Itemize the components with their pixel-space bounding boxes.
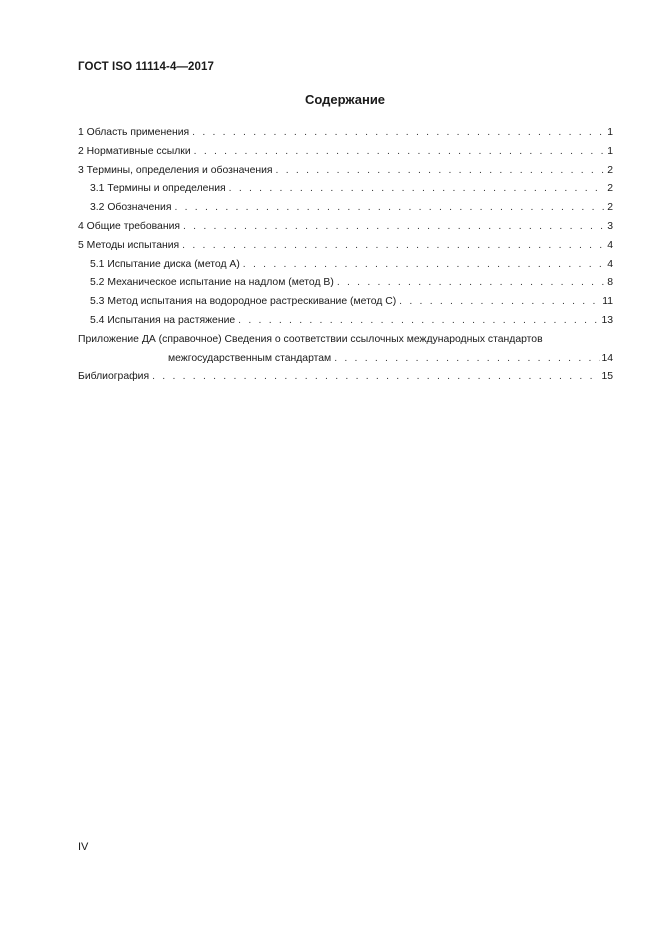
toc-entry-label: 4 Общие требования [78, 220, 180, 232]
toc-leader-dots [152, 368, 600, 387]
toc-subentry[interactable] [78, 180, 613, 199]
toc-entry-label: 5 Методы испытания [78, 239, 180, 251]
toc-entry-label: Библиография [78, 371, 150, 383]
toc-leader-dots [194, 143, 607, 162]
toc-entry[interactable] [78, 162, 613, 181]
toc-entry-page: 1 [607, 127, 613, 138]
toc-subentry[interactable] [78, 312, 613, 331]
toc-entry-page: 1 [607, 145, 613, 157]
toc-leader-dots [229, 180, 607, 199]
toc-subentry[interactable] [78, 274, 613, 293]
toc-leader-dots [183, 218, 606, 237]
toc-entry-label: 3.2 Обозначения [90, 202, 172, 214]
page-title: Содержание [304, 92, 386, 107]
toc-entry-label: 5.4 Испытания на растяжение [90, 314, 236, 326]
toc-entry-page: 2 [607, 202, 613, 214]
standard-header: ГОСТ ISO 11114-4—2017 [78, 61, 215, 73]
page-number: IV [78, 841, 89, 853]
toc-entry-page: 15 [601, 371, 613, 383]
toc-leader-dots [192, 124, 606, 143]
toc-leader-dots [399, 293, 601, 312]
toc-entry-page: 4 [607, 258, 613, 270]
toc-leader-dots [182, 237, 606, 256]
toc-entry-label: межгосударственным стандартам [168, 352, 332, 364]
appendix-title-line: Приложение ДА (справочное) Сведения о соответствии ссылочных международных стандартов [78, 333, 543, 345]
toc-entry-page: 3 [607, 220, 613, 232]
toc-leader-dots [238, 312, 600, 331]
toc-entry-page: 4 [607, 239, 613, 251]
toc-entry-label: 5.2 Механическое испытание на надлом (метод В) [90, 277, 334, 289]
toc-entry-label: 5.3 Метод испытания на водородное растрескивание (метод С) [90, 296, 397, 308]
toc-entry-label: 3 Термины, определения и обозначения [78, 164, 273, 176]
toc-subentry[interactable] [78, 199, 613, 218]
toc-entry-page: 13 [601, 314, 613, 326]
toc-entry-label: 3.1 Термины и определения [90, 183, 226, 195]
toc-entry-page: 14 [601, 352, 613, 364]
toc-entry-page: 11 [602, 296, 613, 308]
toc-entry[interactable] [78, 237, 613, 256]
toc-entry-page: 2 [607, 164, 613, 176]
toc-entry[interactable] [78, 218, 613, 237]
toc-entry-label: 5.1 Испытание диска (метод А) [90, 258, 240, 270]
toc-leader-dots [174, 199, 606, 218]
toc-subentry[interactable] [78, 293, 613, 312]
toc-entry-label: 2 Нормативные ссылки [78, 145, 191, 157]
toc-entry[interactable] [78, 143, 613, 162]
toc-leader-dots [337, 274, 606, 293]
toc-entry-label: 1 Область применения [78, 127, 190, 138]
toc-entry[interactable] [78, 124, 613, 143]
toc-entry-page: 8 [607, 277, 613, 289]
toc-appendix-entry[interactable] [78, 331, 613, 369]
toc-leader-dots [334, 350, 600, 369]
toc-entry-page: 2 [607, 183, 613, 195]
table-of-contents [78, 124, 613, 387]
toc-leader-dots [243, 256, 606, 275]
toc-leader-dots [276, 162, 607, 181]
appendix-continuation [78, 350, 613, 369]
toc-subentry[interactable] [78, 256, 613, 275]
toc-bibliography-entry[interactable] [78, 368, 613, 387]
